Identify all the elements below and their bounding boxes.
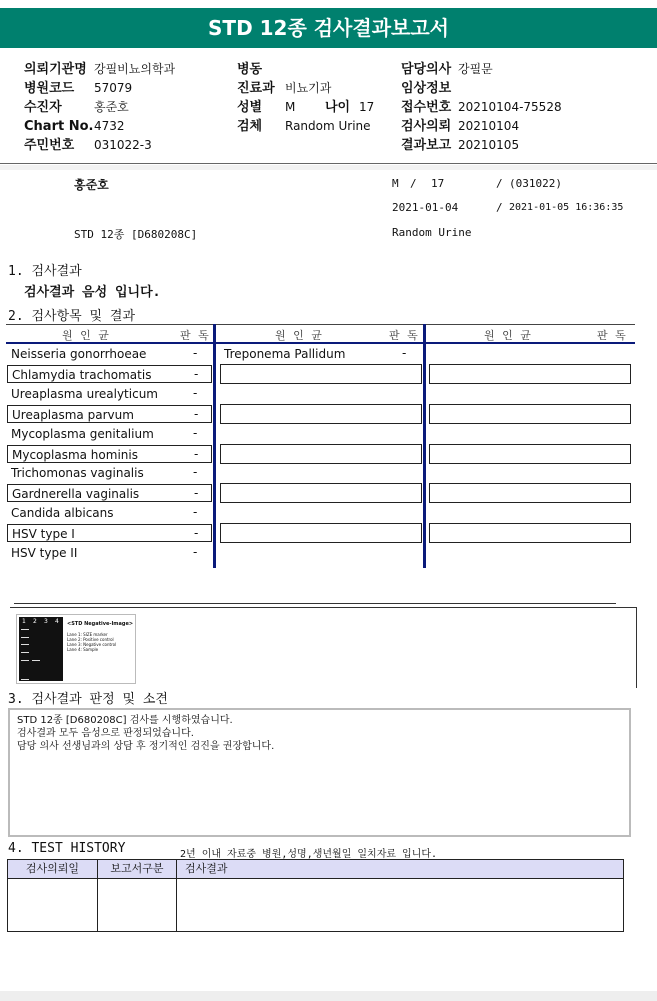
organism-row (7, 464, 212, 482)
gel-band (21, 637, 29, 638)
gel-band (21, 660, 29, 661)
receipt-no-label: 접수번호 (401, 100, 452, 115)
gel-band (21, 652, 29, 653)
section-4-title: 4. TEST HISTORY (8, 841, 126, 856)
history-col-report-type: 보고서구분 (98, 860, 177, 878)
hospital-value: 강필비뇨의학과 (94, 62, 176, 76)
history-col-request-date: 검사의뢰일 (8, 860, 98, 878)
empty-cell-right (429, 364, 631, 384)
organism-name: Trichomonas vaginalis (11, 466, 144, 481)
organism-row (7, 504, 212, 522)
organism-name: Gardnerella vaginalis (12, 487, 140, 502)
section-2-title: 2. 검사항목 및 결과 (8, 309, 136, 324)
lane-number-2: 2 (33, 618, 37, 625)
history-col-divider-1 (97, 878, 98, 931)
summary-slash-3: / (496, 201, 503, 214)
chart-no-value: 4732 (94, 119, 125, 133)
empty-cell-right (429, 404, 631, 424)
doctor-label: 담당의사 (401, 62, 452, 77)
organism-result: - (194, 486, 199, 501)
lane-number-3: 3 (44, 618, 48, 625)
lane-number-1: 1 (22, 618, 26, 625)
organism-name: Chlamydia trachomatis (12, 367, 152, 382)
patient-value: 홍준호 (94, 100, 129, 114)
patient-label: 수진자 (24, 100, 62, 115)
grid-divider-1 (213, 324, 216, 568)
report-date-label: 결과보고 (401, 138, 452, 153)
summary-birth: (031022) (509, 177, 562, 190)
organism-result: - (193, 385, 198, 400)
gel-legend-4: Lane 4: Sample (67, 647, 99, 652)
header-col-2 (237, 58, 397, 134)
summary-slash-1: / (410, 177, 417, 190)
doctor-value: 강필문 (458, 62, 493, 76)
hospital-code-value: 57079 (94, 81, 133, 95)
organism-result: - (193, 505, 198, 520)
summary-request-date: 2021-01-04 (392, 201, 459, 214)
header-col-3 (401, 58, 651, 153)
empty-cell-right (429, 483, 631, 503)
organism-name: Mycoplasma genitalium (11, 426, 154, 441)
organism-row (7, 365, 212, 383)
summary-sex: M (392, 177, 399, 190)
organism-result: - (193, 465, 198, 480)
opinion-line-3: 담당 의사 선생님과의 상담 후 정기적인 검진을 권장합니다. (17, 741, 275, 752)
department-label: 진료과 (237, 81, 275, 96)
gel-band (21, 679, 29, 680)
opinion-box (8, 708, 631, 837)
request-date-label: 검사의뢰 (401, 119, 452, 134)
organism-row (7, 385, 212, 403)
history-col-divider-2 (176, 878, 177, 931)
clinical-info-label: 임상정보 (401, 81, 452, 96)
page-bottom-band (0, 991, 657, 1001)
gel-band (32, 660, 40, 661)
organism-row (7, 544, 212, 562)
empty-cell-mid (220, 523, 422, 543)
gel-legend-1: Lane 1: SIZE marker (67, 632, 108, 637)
organism-name: Candida albicans (11, 506, 114, 521)
gel-legend-2: Lane 2: Positive control (67, 637, 114, 642)
organism-result: - (194, 406, 199, 421)
section-1-title: 1. 검사결과 (8, 264, 82, 279)
gel-lanes (19, 617, 63, 681)
age-value: 17 (359, 100, 375, 114)
section-3-title: 3. 검사결과 판정 및 소견 (8, 692, 168, 707)
empty-cell-right (429, 444, 631, 464)
history-note: 2년 이내 자료중 병원,성명,생년월일 일치자료 입니다. (180, 849, 438, 860)
organism-result: - (193, 346, 198, 360)
gel-band (21, 644, 29, 645)
grid-top-line (6, 324, 635, 325)
grid-col-judge-2: 판 독 (389, 329, 420, 342)
hospital-code-label: 병원코드 (24, 81, 75, 96)
summary-test-code: STD 12종 [D680208C] (74, 228, 198, 241)
organism-mid-1-result: - (402, 346, 407, 360)
organism-name: Ureaplasma parvum (12, 407, 134, 422)
empty-cell-mid (220, 404, 422, 424)
grid-col-organism-2: 원 인 균 (275, 329, 324, 342)
organism-row (7, 484, 212, 502)
gel-top-line (14, 603, 616, 604)
gel-legend (67, 632, 116, 652)
empty-cell-right (429, 523, 631, 543)
organism-mid-1-name: Treponema Pallidum (224, 347, 346, 361)
organism-row (7, 345, 212, 363)
report-title: STD 12종 검사결과보고서 (0, 8, 657, 48)
header-divider-shade (0, 165, 657, 170)
history-table (7, 859, 624, 932)
organism-name: Neisseria gonorrhoeae (11, 347, 147, 361)
organism-result: - (193, 545, 198, 559)
empty-cell-mid (220, 444, 422, 464)
history-col-result: 검사결과 (177, 860, 623, 878)
opinion-line-2: 검사결과 모두 음성으로 판정되었습니다. (17, 728, 194, 739)
chart-no-label: Chart No. (24, 119, 94, 134)
grid-col-judge-3: 판 독 (597, 329, 628, 342)
empty-cell-mid (220, 364, 422, 384)
age-label: 나이 (325, 100, 351, 115)
receipt-no-value: 20210104-75528 (458, 100, 562, 114)
gel-legend-3: Lane 3: Negative control (67, 642, 117, 647)
organism-name: Ureaplasma urealyticum (11, 386, 158, 401)
hospital-label: 의뢰기관명 (24, 62, 87, 77)
sex-value: M (285, 100, 296, 114)
sex-label: 성별 (237, 100, 263, 115)
organism-result: - (194, 526, 199, 541)
organism-row (7, 445, 212, 463)
opinion-line-1: STD 12종 [D680208C] 검사를 시행하였습니다. (17, 715, 233, 726)
summary-slash-2: / (496, 177, 503, 190)
organism-result: - (194, 366, 199, 381)
organism-result: - (193, 425, 198, 440)
section-1-result: 검사결과 음성 입니다. (24, 285, 161, 300)
organism-name: HSV type II (11, 546, 78, 560)
gel-band (21, 629, 29, 630)
header-col-1 (24, 58, 244, 153)
grid-divider-2 (423, 324, 426, 568)
gel-title: <STD Negative-Image> (67, 621, 134, 627)
lane-number-4: 4 (55, 618, 59, 625)
grid-col-organism-1: 원 인 균 (62, 329, 111, 342)
organism-row (7, 425, 212, 443)
summary-age: 17 (431, 177, 445, 190)
specimen-label: 검체 (237, 119, 263, 134)
empty-cell-mid (220, 483, 422, 503)
report-date-value: 20210105 (458, 138, 520, 152)
summary-specimen: Random Urine (392, 226, 472, 239)
header-divider (0, 163, 657, 164)
organism-name: HSV type I (12, 527, 75, 542)
organism-result: - (194, 446, 199, 461)
organism-row (7, 405, 212, 423)
organism-row (7, 524, 212, 542)
ward-label: 병동 (237, 62, 263, 77)
summary-name: 홍준호 (74, 178, 109, 192)
specimen-value: Random Urine (285, 119, 371, 133)
gel-image (16, 614, 136, 684)
resident-no-label: 주민번호 (24, 138, 75, 153)
resident-no-value: 031022-3 (94, 138, 152, 152)
organism-name: Mycoplasma hominis (12, 447, 138, 462)
department-value: 비뇨기과 (285, 81, 332, 95)
request-date-value: 20210104 (458, 119, 520, 133)
summary-report-datetime: 2021-01-05 16:36:35 (509, 202, 624, 213)
grid-col-judge-1: 판 독 (180, 329, 211, 342)
grid-col-organism-3: 원 인 균 (484, 329, 533, 342)
